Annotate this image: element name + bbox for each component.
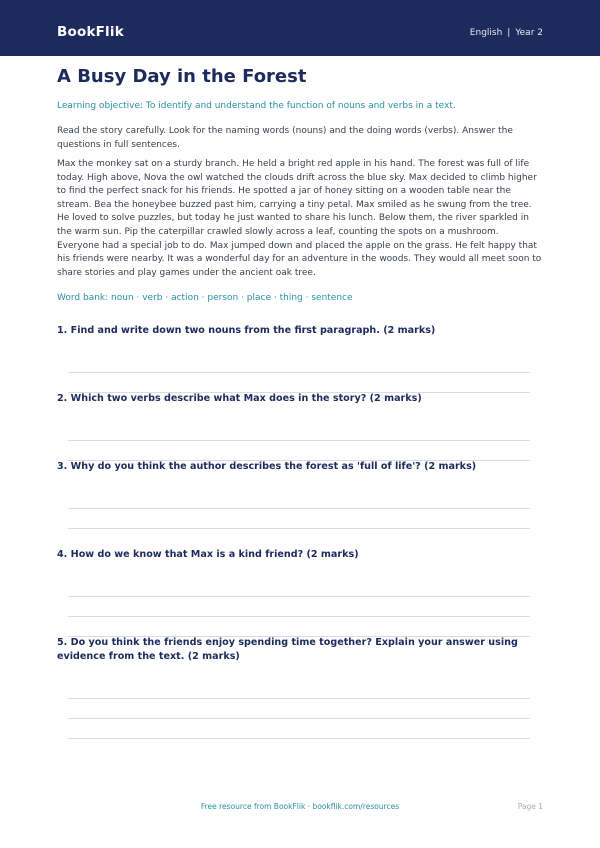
answer-line[interactable] <box>68 440 530 441</box>
answer-line[interactable] <box>68 508 530 509</box>
year-label: Year 2 <box>515 28 543 38</box>
header-bar <box>0 0 600 56</box>
header-meta <box>470 28 543 38</box>
answer-line[interactable] <box>68 718 530 719</box>
footer-text: Free resource from BookFlik · bookflik.com/resources <box>200 802 400 811</box>
story-text: Max the monkey sat on a sturdy branch. He held a bright red apple in his hand. The forest was full of life today. High above, Nova the owl watched the clouds drift across the blue sky. Max decided to climb higher to find the perfect snack for his friends. He spotted a jar of honey sitting on a wooden table near the stream. Bea the honeybee buzzed past him, carrying a tiny petal. Max smiled as he swung from the tree. He loved to solve puzzles, but today he just wanted to share his lunch. Below them, the river sparkled in the warm sun. Pip the caterpillar crawled slowly across a leaf, counting the spots on a mushroom. Everyone had a special job to do. Max jumped down and placed the apple on the grass. He felt happy that his friends were nearby. It was a wonderful day for an adventure in the woods. They would all meet soon to share stories and play games under the ancient oak tree. <box>57 159 542 278</box>
answer-line[interactable] <box>68 528 530 529</box>
answer-line[interactable] <box>68 698 530 699</box>
question-1: 1. Find and write down two nouns from the first paragraph. (2 marks) <box>57 325 436 336</box>
answer-line[interactable] <box>68 596 530 597</box>
question-4: 4. How do we know that Max is a kind friend? (2 marks) <box>57 549 359 560</box>
answer-line[interactable] <box>68 616 530 617</box>
question-2: 2. Which two verbs describe what Max does in the story? (2 marks) <box>57 393 422 404</box>
question-5: 5. Do you think the friends enjoy spending time together? Explain your answer using evidence from the text. (2 marks) <box>57 637 518 662</box>
meta-separator: | <box>507 28 511 38</box>
learning-objective: Learning objective: To identify and understand the function of nouns and verbs in a text. <box>57 101 456 111</box>
instructions: Read the story carefully. Look for the naming words (nouns) and the doing words (verbs). Answer the questions in full sentences. <box>57 126 513 150</box>
answer-line[interactable] <box>68 372 530 373</box>
brand-logo: BookFlik <box>57 24 124 40</box>
page-number: Page 1 <box>517 802 543 811</box>
answer-line[interactable] <box>68 738 530 739</box>
question-3: 3. Why do you think the author describes the forest as 'full of life'? (2 marks) <box>57 461 477 472</box>
subject-label: English <box>469 28 503 38</box>
word-bank: Word bank: noun · verb · action · person · place · thing · sentence <box>57 293 353 303</box>
page-title: A Busy Day in the Forest <box>57 66 307 87</box>
